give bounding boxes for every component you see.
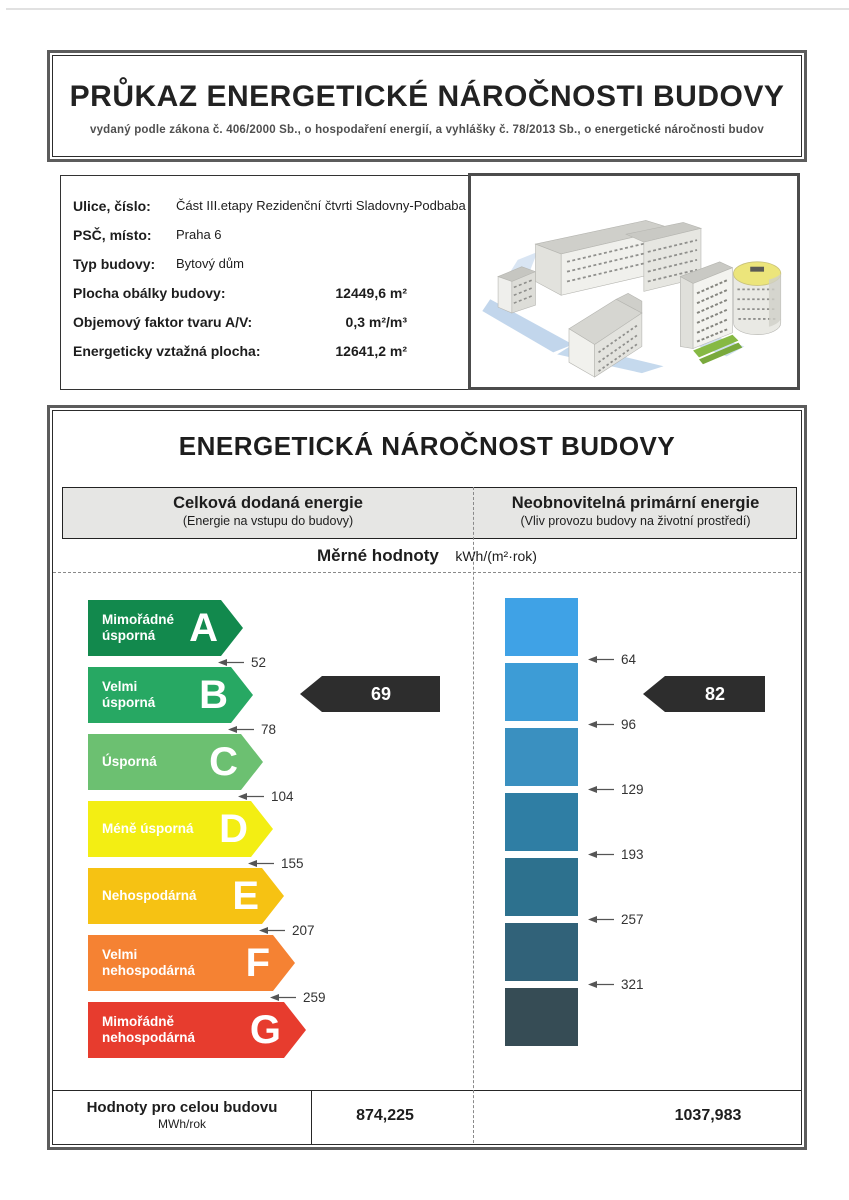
info-label: Plocha obálky budovy:: [73, 284, 226, 301]
boundary-number: 193: [621, 846, 644, 862]
energy-class-label: Méně úsporná: [102, 820, 194, 836]
boundary-arrow-icon: [588, 655, 614, 664]
energy-class-letter: C: [209, 740, 238, 784]
primary-energy-indicator: [643, 676, 765, 712]
primary-boundary-value: [588, 975, 644, 993]
class-boundary-value: [228, 720, 276, 738]
units-value: kWh/(m²·rok): [455, 548, 537, 564]
energy-class-arrow-f: [88, 935, 296, 991]
boundary-arrow-icon: [588, 980, 614, 989]
totals-unit: MWh/rok: [158, 1117, 206, 1131]
class-boundary-value: [270, 988, 326, 1006]
primary-boundary-value: [588, 845, 644, 863]
energy-class-label: Úsporná: [102, 753, 157, 769]
class-boundary-value: [248, 854, 304, 872]
energy-class-arrow-a: [88, 600, 244, 656]
primary-scale-block-3: [505, 728, 578, 786]
certificate-header-box: [47, 50, 807, 162]
energy-class-label: Mimořádné úsporná: [102, 611, 175, 643]
boundary-arrow-icon: [588, 720, 614, 729]
energy-class-label: Mimořádně nehospodárná: [102, 1013, 196, 1045]
boundary-arrow-icon: [588, 785, 614, 794]
class-boundary-value: [259, 921, 315, 939]
info-value: 12641,2 m²: [335, 342, 407, 359]
boundary-arrow-icon: [588, 850, 614, 859]
primary-scale-block-7: [505, 988, 578, 1046]
boundary-arrow-icon: [238, 792, 264, 801]
totals-label: Hodnoty pro celou budovu: [86, 1099, 278, 1116]
certificate-subtitle: vydaný podle zákona č. 406/2000 Sb., o hospodaření energií, a vyhlášky č. 78/2013 Sb., o energetické náročnosti budov: [89, 124, 765, 136]
energy-class-label: Velmi nehospodárná: [102, 946, 196, 978]
boundary-arrow-icon: [248, 859, 274, 868]
primary-boundary-value: [588, 715, 636, 733]
info-row-1: [73, 220, 469, 249]
boundary-number: 259: [303, 989, 326, 1005]
boundary-arrow-icon: [218, 658, 244, 667]
boundary-arrow-icon: [588, 915, 614, 924]
primary-scale-block-6: [505, 923, 578, 981]
info-value: Praha 6: [176, 227, 222, 242]
total-primary-value: 1037,983: [674, 1107, 742, 1124]
energy-class-letter: B: [199, 673, 228, 717]
building-render: [478, 183, 790, 380]
boundary-arrow-icon: [228, 725, 254, 734]
boundary-number: 64: [621, 651, 637, 667]
delivered-energy-title: Celková dodaná energie: [173, 494, 363, 512]
boundary-number: 321: [621, 976, 644, 992]
energy-class-letter: F: [245, 941, 270, 985]
primary-energy-subtitle: (Vliv provozu budovy na životní prostředí): [520, 514, 751, 528]
info-row-0: [73, 191, 469, 220]
energy-class-arrow-c: [88, 734, 264, 790]
scan-artifact-line: [6, 8, 849, 10]
energy-class-arrow-d: [88, 801, 274, 857]
boundary-number: 52: [251, 654, 267, 670]
primary-energy-title: Neobnovitelná primární energie: [511, 494, 760, 512]
boundary-arrow-icon: [259, 926, 285, 935]
boundary-number: 78: [261, 721, 277, 737]
total-delivered-value: 874,225: [356, 1107, 414, 1124]
boundary-number: 129: [621, 781, 644, 797]
info-label: Energeticky vztažná plocha:: [73, 342, 261, 359]
totals-label-cell: [53, 1091, 312, 1144]
energy-section-inner: [52, 410, 802, 1145]
info-row-4: [73, 307, 469, 336]
info-row-5: [73, 336, 469, 365]
energy-class-arrow-e: [88, 868, 285, 924]
indicator-value: 69: [370, 683, 392, 704]
delivered-energy-subtitle: (Energie na vstupu do budovy): [182, 514, 354, 528]
class-boundary-value: [238, 787, 294, 805]
energy-class-letter: A: [189, 606, 218, 650]
info-value: 0,3 m²/m³: [345, 313, 407, 330]
boundary-number: 257: [621, 911, 644, 927]
primary-scale-block-2: [505, 663, 578, 721]
energy-section-title: ENERGETICKÁ NÁROČNOST BUDOVY: [178, 431, 676, 461]
indicator-value: 82: [704, 683, 726, 704]
info-label: Typ budovy:: [73, 255, 156, 272]
energy-class-arrow-g: [88, 1002, 307, 1058]
energy-class-letter: G: [249, 1008, 281, 1052]
building-image-box: [468, 173, 800, 390]
info-label: Objemový faktor tvaru A/V:: [73, 313, 253, 330]
class-boundary-value: [218, 653, 266, 671]
delivered-energy-indicator: [300, 676, 440, 712]
energy-class-arrow-b: [88, 667, 254, 723]
boundary-number: 207: [292, 922, 315, 938]
rating-chart-area: [53, 411, 801, 1144]
certificate-title: PRŮKAZ ENERGETICKÉ NÁROČNOSTI BUDOVY: [69, 80, 785, 113]
totals-row: [53, 1090, 801, 1144]
primary-boundary-value: [588, 780, 644, 798]
energy-class-letter: D: [219, 807, 248, 851]
energy-section-box: [47, 405, 807, 1150]
info-row-3: [73, 278, 469, 307]
info-label: Ulice, číslo:: [73, 197, 151, 214]
building-info-rows: [73, 191, 469, 365]
primary-boundary-value: [588, 650, 636, 668]
energy-class-label: Velmi úsporná: [102, 678, 156, 710]
primary-boundary-value: [588, 910, 644, 928]
primary-scale-block-1: [505, 598, 578, 656]
info-value: 12449,6 m²: [335, 284, 407, 301]
primary-scale-block-5: [505, 858, 578, 916]
boundary-number: 104: [271, 788, 294, 804]
info-value: Část III.etapy Rezidenční čtvrti Sladovny-Podbaba: [176, 198, 466, 213]
primary-scale-block-4: [505, 793, 578, 851]
info-row-2: [73, 249, 469, 278]
energy-class-label: Nehospodárná: [102, 887, 197, 903]
boundary-number: 155: [281, 855, 304, 871]
units-label: Měrné hodnoty: [317, 546, 439, 565]
certificate-header-inner: [52, 55, 802, 157]
info-value: Bytový dům: [176, 256, 244, 271]
boundary-number: 96: [621, 716, 637, 732]
info-label: PSČ, místo:: [73, 226, 152, 243]
boundary-arrow-icon: [270, 993, 296, 1002]
building-info-box: [60, 175, 470, 390]
column-divider: [473, 487, 474, 1143]
energy-class-letter: E: [232, 874, 259, 918]
